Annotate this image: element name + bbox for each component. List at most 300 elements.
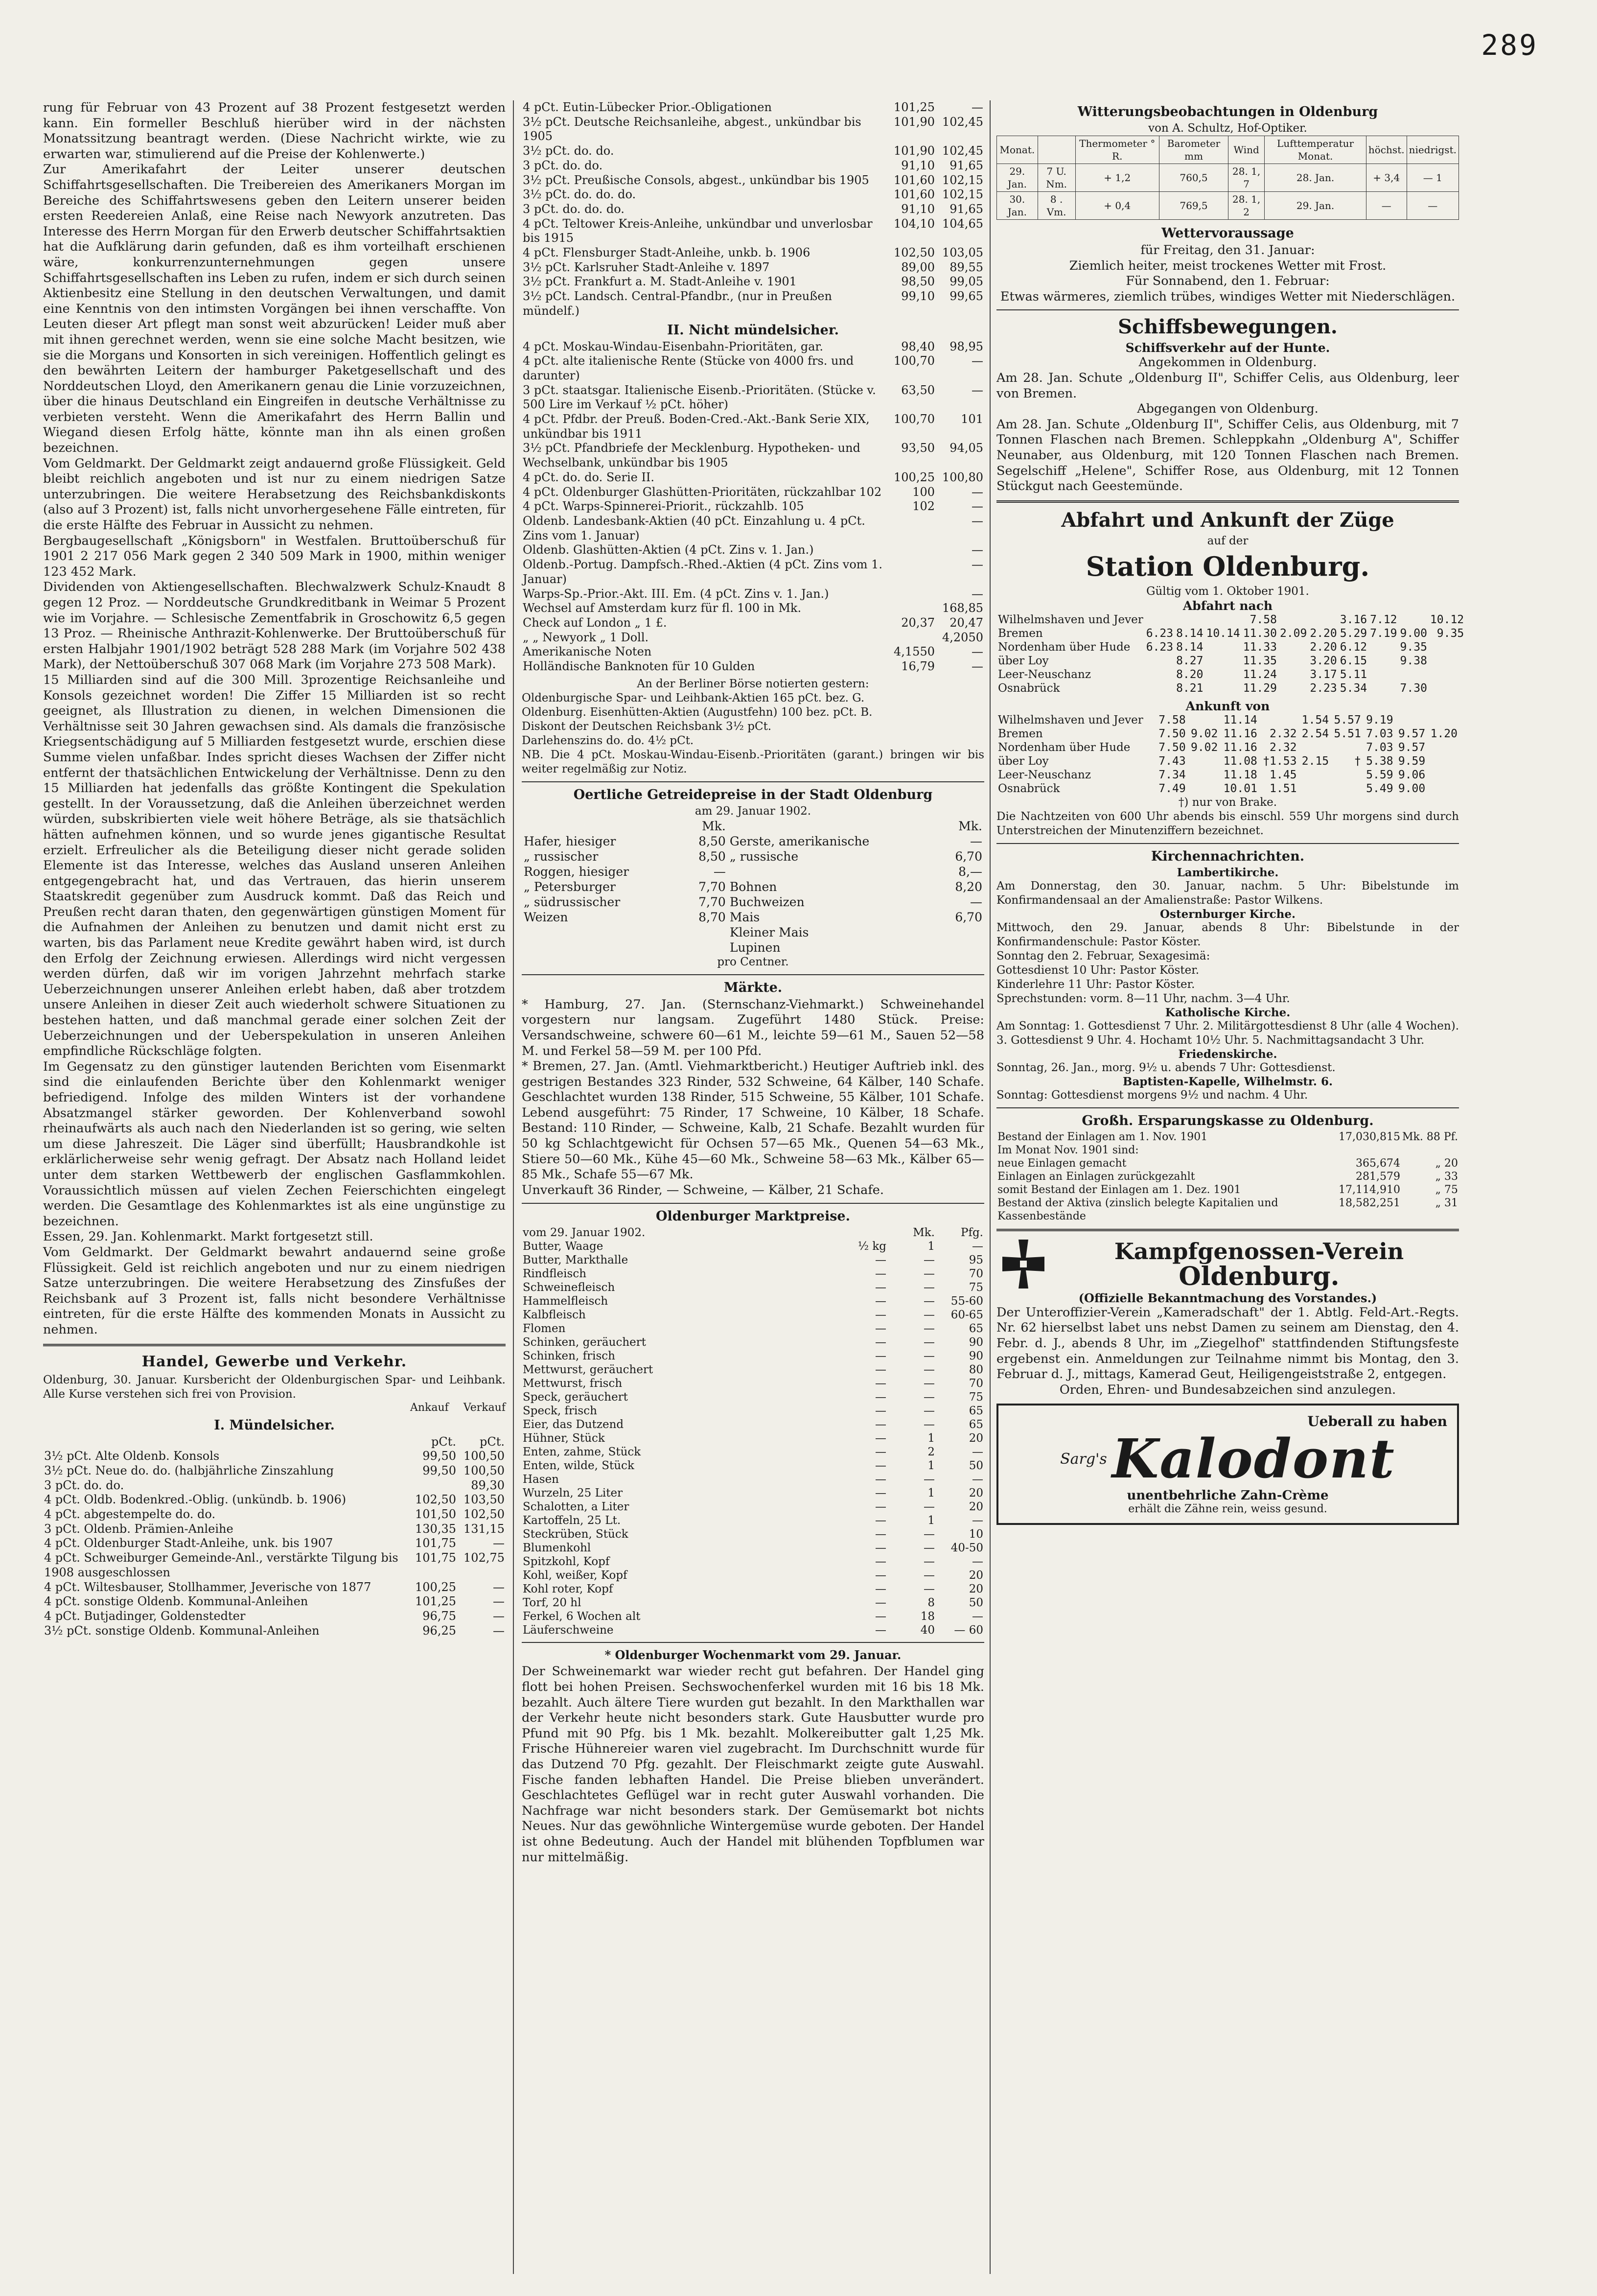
table-cell: 90: [969, 1336, 983, 1349]
table-cell: —: [924, 1336, 935, 1349]
table-cell: Eier, das Dutzend: [523, 1418, 624, 1431]
table-cell: 1.45: [1270, 768, 1297, 781]
table-row: [522, 441, 984, 470]
table-cell: Bremen: [998, 727, 1043, 740]
table-cell: 28. Jan.: [1265, 164, 1366, 192]
table-row: [996, 1170, 1459, 1183]
table-cell: 3.17: [1310, 668, 1337, 681]
table-cell: —: [493, 1623, 505, 1638]
table-cell: 102,50: [415, 1493, 456, 1507]
table-cell: — 1: [1407, 164, 1458, 192]
train-title: Abfahrt und Ankunft der Züge: [1061, 508, 1394, 532]
table-cell: 102,50: [894, 246, 935, 260]
table-cell: 9.57: [1398, 727, 1426, 740]
column-right: [996, 100, 1464, 2274]
table-cell: [682, 940, 727, 955]
ostern-lines: Mittwoch, den 29. Januar, abends 8 Uhr: Bibelstunde in der Konfirmandenschule: Pastor Köster. Sonntag den 2. Februar, Sexagesimä: Gottesdienst 10 Uhr: Pastor Köster. Kinderlehre 11 Uhr: Pastor Köster. Sprechstunden: vorm. 8—11 Uhr, nachm. 3—4 Uhr.: [996, 921, 1459, 1005]
table-cell: 9.02: [1190, 741, 1218, 754]
table-cell: [1429, 681, 1465, 695]
table-cell: —: [924, 1391, 935, 1404]
table-cell: Kleiner Mais: [729, 925, 809, 939]
table-cell: 1: [927, 1432, 935, 1445]
table-cell: —: [875, 1336, 886, 1349]
table-cell: Amerikanische Noten: [523, 645, 652, 659]
table-cell: —: [875, 1377, 886, 1390]
table-cell: 3½ pCt. Landsch. Central-Pfandbr., (nur in Preußen mündelf.): [523, 289, 832, 318]
table-cell: —: [713, 864, 726, 879]
table-cell: 3 pCt. do. do.: [523, 158, 603, 172]
table-row: [522, 1281, 984, 1294]
table-cell: 7.03: [1366, 741, 1393, 754]
table-cell: 10: [969, 1528, 983, 1541]
verein-footer: Orden, Ehren- und Bundesabzeichen sind anzulegen.: [1059, 1382, 1396, 1397]
table-cell: 5.59: [1366, 768, 1393, 781]
table-cell: [1399, 668, 1429, 681]
table-row: [996, 627, 1465, 640]
table-cell: 3½ pCt. do. do. do.: [523, 187, 636, 202]
paragraph: 15 Milliarden sind auf die 300 Mill. 3prozentige Reichsanleihe und Konsols gezeichnet worden! Die Ziffer 15 Milliarden ist so recht geeignet, als Illustration zu dienen, in welchen Dimensionen die Verhältnisse seit 30 Jahren gewachsen sind. Als damals die französische Kriegsentschädigung auf 5 Milliarden festgesetzt wurde, erschien diese Summe vielen unfaßbar. Indes spricht dieses Wachsen der Ziffer nicht entfernt der thatsächlichen Entwickelung der Verhältnisse. Denn zu den 15 Milliarden hat jedenfalls das größte Kontingent die Spekulation gestellt. In der Voraussetzung, daß die Anleihen überzeichnet werden würden, subskribierten viele weit höhere Beträge, als sie thatsächlich hätten aufnehmen können, und so wurde jenes gigantische Resultat erzielt. Erfreulicher als die Beteiligung dieser nicht gerade soliden Elemente ist das Interesse, welches das Ausland unseren Anleihen entgegengebracht hat, und das Vertrauen, das hierin unserem Staatskredit gegenüber zum Ausdruck kommt. Daß das Reich und Preußen recht daran thaten, den gegenwärtigen günstigen Moment für die Aufnahmen der Anleihen zu benutzen und damit nicht erst zu warten, bis das Parlament neue Kredite gewährt haben wird, ist durch den Erfolg der Zeichnung erwiesen. Allerdings wird nicht vergessen werden dürfen, daß wir im vorigen Jahrzehnt mehrfach starke Ueberzeichnungen unserer Anleihen erlebt haben, daß aber trotzdem unsere Anleihen in dieser Zeit auch wiederholt schwere Situationen zu bestehen hatten, und daß manchmal gerade einer solchen Zeit der Ueberzeichnungen und der Ueberspekulation in unseren Anleihen empfindliche Rückschläge folgten.: [43, 672, 506, 1059]
paragraph: Vom Geldmarkt. Der Geldmarkt zeigt andauernd große Flüssigkeit. Geld bleibt reichlich angeboten und ist nur zu einem niedrigen Satze unterzubringen. Die weitere Herabsetzung des Reichsbankdiskonts (also auf 3 Prozent) ist, falls nicht unvorhergesehene Fälle eintreten, für die erste Hälfte des Februar in Aussicht zu nehmen.: [43, 456, 506, 533]
table-cell: 6.15: [1340, 654, 1367, 667]
table-row: [43, 1507, 506, 1522]
table-cell: —: [972, 645, 983, 659]
table-row: [996, 613, 1465, 627]
table-cell: 91,10: [901, 202, 935, 216]
table-row: [522, 1610, 984, 1623]
table-cell: 99,65: [949, 289, 983, 304]
table-cell: 10.01: [1223, 782, 1257, 795]
berlin-line: Oldenburg. Eisenhütten-Aktien (Augustfehn) 100 bez. pCt. B.: [522, 705, 873, 719]
table-cell: 3.16: [1340, 613, 1367, 626]
table-cell: —: [875, 1309, 886, 1322]
table-cell: 11.08: [1223, 754, 1257, 768]
table-cell: —: [924, 1528, 935, 1541]
table-cell: —: [875, 1363, 886, 1377]
table-cell: Leer-Neuschanz: [998, 768, 1091, 781]
table-cell: 100,50: [463, 1449, 505, 1463]
table-cell: 760,5: [1159, 164, 1228, 192]
table-cell: 3 pCt. Oldenb. Prämien-Anleihe: [44, 1522, 233, 1536]
table-row: [522, 879, 984, 894]
table-row: [522, 1349, 984, 1363]
table-cell: „ 33: [1435, 1170, 1458, 1183]
table-cell: 4 pCt. Oldb. Bodenkred.-Oblig. (unkündb. b. 1906): [44, 1493, 347, 1507]
table-cell: [1145, 654, 1175, 668]
ad-top: Ueberall zu haben: [1307, 1413, 1447, 1430]
table-cell: [1278, 668, 1308, 681]
table-cell: 4 pCt. abgestempelte do. do.: [44, 1507, 216, 1522]
table-cell: —: [970, 894, 982, 909]
table-cell: 7.58: [1158, 713, 1186, 726]
table-cell: —: [875, 1459, 886, 1473]
table-cell: —: [924, 1254, 935, 1267]
wochen-text: Der Schweinemarkt war wieder recht gut befahren. Der Handel ging flott bei hohen Preisen. Sechswochenferkel wurden mit 16 bis 18 Mk. bezahlt. Auch ältere Tiere wurden gut bezahlt. In den Markthallen war der Verkehr heute nicht besonders stark. Gute Hausbutter wurde pro Pfund mit 90 Pfg. bis 1 Mk. bezahlt. Molkereibutter galt 1,25 Mk. Frische Hühnereier waren viel zugebracht. Im Durchschnitt wurde für das Dutzend 70 Pfg. gezahlt. Der Fleischmarkt zeigte gute Auswahl. Fische fanden lebhaften Handel. Die Preise blieben unverändert. Geschlachtetes Geflügel war in recht guter Auswahl vorhanden. Die Nachfrage war nicht besonders stark. Der Gemüsemarkt bot nichts Neues. Nur das gewöhnliche Wintergemüse wurde geboten. Der Handel ist ohne Bedeutung. Auch der Handel mit blühenden Topfblumen war nur mittelmäßig.: [522, 1664, 984, 1865]
berlin-line: Oldenburgische Spar- und Leihbank-Aktien 165 pCt. bez. G.: [522, 691, 865, 704]
table-cell: —: [972, 1240, 983, 1253]
table-cell: Roggen, hiesiger: [524, 864, 629, 879]
table-cell: 70: [969, 1377, 983, 1390]
table-cell: 2.32: [1270, 727, 1297, 740]
table-cell: [1429, 640, 1465, 654]
table-cell: Nordenham über Hude: [998, 640, 1131, 654]
paragraph: Bergbaugesellschaft „Königsborn" in Westfalen. Bruttoüberschuß für 1901 2 217 056 Mark gegen 2 340 509 Mark in 1900, mithin weniger 123 452 Mark.: [43, 533, 506, 579]
table-row: [996, 1196, 1459, 1223]
table-cell: Blumenkohl: [523, 1542, 591, 1555]
table-cell: 769,5: [1159, 192, 1228, 220]
table-cell: 102,15: [942, 187, 983, 202]
table-cell: [1145, 681, 1175, 695]
table-row: [522, 894, 984, 910]
table-cell: 3½ pCt. Deutsche Reichsanleihe, abgest., unkündbar bis 1905: [523, 115, 861, 143]
table-cell: Hühner, Stück: [523, 1432, 605, 1445]
table-row: [996, 713, 1459, 727]
table-cell: Schinken, frisch: [523, 1350, 615, 1363]
fried-text: Sonntag, 26. Jan., morg. 9½ u. abends 7 Uhr: Gottesdienst.: [996, 1061, 1336, 1074]
table-cell: 50: [969, 1596, 983, 1610]
table-cell: 9.57: [1398, 741, 1426, 754]
table-cell: —: [924, 1500, 935, 1514]
table-cell: 7.19: [1370, 627, 1397, 640]
table-cell: Kalbfleisch: [523, 1309, 586, 1322]
table-cell: Mettwurst, geräuchert: [523, 1363, 653, 1377]
table-row: [522, 173, 984, 188]
table-row: [522, 275, 984, 289]
table-cell: Gerste, amerikanische: [729, 834, 870, 848]
section-title-handel: Handel, Gewerbe und Verkehr.: [141, 1353, 407, 1370]
table-cell: „ 20: [1435, 1157, 1458, 1170]
table-cell: Hammelfleisch: [523, 1295, 608, 1308]
table-cell: 100,50: [463, 1463, 505, 1477]
table-cell: 6.23: [1146, 627, 1174, 640]
table-cell: 3½ pCt. Neue do. do. (halbjährliche Zinszahlung: [44, 1463, 334, 1477]
table-cell: 8,—: [958, 864, 982, 879]
table-cell: 1: [927, 1459, 935, 1473]
table-cell: 65: [969, 1418, 983, 1431]
table-cell: —: [972, 499, 983, 514]
table-cell: [939, 940, 984, 955]
table-cell: Nordenham über Hude: [998, 741, 1131, 754]
table-cell: 50: [969, 1459, 983, 1473]
table-cell: 103,50: [463, 1493, 505, 1507]
table-cell: 131,15: [463, 1522, 505, 1536]
table-cell: 4 pCt. sonstige Oldenb. Kommunal-Anleihen: [44, 1594, 308, 1609]
table-cell: [1298, 741, 1330, 754]
table-cell: 2.54: [1301, 727, 1329, 740]
table-row: [996, 668, 1465, 681]
table-cell: 11.24: [1243, 668, 1277, 681]
ship-sub: Schiffsverkehr auf der Hunte.: [1125, 341, 1330, 355]
table-cell: 8.21: [1176, 681, 1204, 695]
table-cell: 9.35: [1400, 640, 1427, 654]
table-row: [522, 616, 984, 631]
table-cell: [1427, 741, 1459, 754]
table-row: [43, 1624, 506, 1639]
table-cell: 65: [969, 1322, 983, 1335]
table-cell: Mettwurst, frisch: [523, 1377, 623, 1390]
table-cell: —: [875, 1391, 886, 1404]
maerkte-text: [522, 997, 984, 1198]
table-cell: 3½ pCt. sonstige Oldenb. Kommunal-Anleihen: [44, 1623, 320, 1638]
table-cell: Osnabrück: [998, 782, 1060, 795]
table-row: [996, 1144, 1459, 1157]
table-cell: 102,45: [942, 115, 983, 129]
paragraph: * Bremen, 27. Jan. (Amtl. Viehmarktbericht.) Heutiger Auftrieb inkl. des gestrigen Bestandes 323 Rinder, 532 Schweine, 64 Kälber, 140 Schafe. Geschlachtet wurden 138 Rinder, 515 Schweine, 55 Kälber, 101 Schafe. Lebend ausgeführt: 75 Rinder, 17 Schweine, 10 Kälber, 18 Schafe. Bestand: 110 Rinder, — Schweine, Kalb, 21 Schafe. Bezahlt wurden für 50 kg Schlachtgewicht für Ochsen 57—65 Mk., Quenen 54—63 Mk., Stiere 50—60 Mk., Kühe 45—60 Mk., Schweine 58—63 Mk., Kälber 65—85 Mk., Schafe 55—67 Mk.: [522, 1059, 984, 1182]
table-cell: 4 pCt. Warps-Spinnerei-Priorit., rückzahlb. 105: [523, 499, 804, 514]
table-row: [522, 159, 984, 173]
table-cell: 102: [912, 499, 935, 514]
table-header: [1038, 136, 1075, 164]
table-cell: [1298, 768, 1330, 782]
table-cell: Lupinen: [729, 940, 781, 955]
table-cell: Bohnen: [729, 879, 777, 894]
table-cell: 3 pCt. do. do. do.: [523, 202, 625, 216]
table-cell: Spitzkohl, Kopf: [523, 1555, 610, 1569]
table-cell: —: [924, 1418, 935, 1431]
table-row: [43, 1580, 506, 1595]
table-cell: 11.18: [1223, 768, 1257, 781]
table-cell: + 1,2: [1075, 164, 1159, 192]
table-cell: —: [875, 1514, 886, 1527]
table-cell: 3.20: [1310, 654, 1337, 667]
table-cell: —: [924, 1583, 935, 1596]
table-row: [522, 340, 984, 354]
table-cell: 4 pCt. Flensburger Stadt-Anleihe, unkb. b. 1906: [523, 246, 810, 260]
table-cell: Buchweizen: [729, 894, 805, 909]
table-cell: 9.00: [1400, 627, 1427, 640]
table-cell: 40-50: [950, 1542, 983, 1555]
table-cell: —: [972, 1610, 983, 1623]
ship-departed-heading: Abgegangen von Oldenburg.: [1137, 401, 1319, 417]
table-cell: Schalotten, a Liter: [523, 1500, 629, 1514]
table-cell: 17,030,815: [1339, 1130, 1400, 1143]
table-row: [522, 910, 984, 925]
kalodont-ad: [996, 1404, 1459, 1525]
table-row: [522, 558, 984, 586]
table-row: [522, 1473, 984, 1486]
kirchen-title: Kirchennachrichten.: [1151, 848, 1305, 864]
table-cell: 8.27: [1176, 654, 1204, 667]
table-cell: 98,40: [901, 339, 935, 353]
table-cell: [887, 543, 936, 558]
table-row: [43, 1594, 506, 1609]
table-cell: 101,75: [415, 1551, 456, 1565]
table-cell: 96,75: [422, 1609, 456, 1623]
table-cell: [1187, 713, 1220, 727]
table-cell: 100,70: [894, 354, 935, 368]
table-header: Barometer mm: [1159, 136, 1228, 164]
table-cell: 100,70: [894, 412, 935, 426]
table-row: [522, 499, 984, 514]
table-row: [997, 192, 1459, 220]
table-cell: 20: [969, 1432, 983, 1445]
table-cell: Kartoffeln, 25 Lt.: [523, 1514, 621, 1527]
table-cell: †1.53: [1263, 754, 1297, 768]
table-cell: 101,75: [415, 1536, 456, 1550]
table-cell: 5.34: [1340, 681, 1367, 695]
table-cell: —: [924, 1322, 935, 1335]
table-cell: —: [875, 1487, 886, 1500]
table-row: [43, 1551, 506, 1580]
table-cell: —: [493, 1609, 505, 1623]
table-cell: [1330, 741, 1363, 754]
table-cell: Torf, 20 hl: [523, 1596, 581, 1610]
table-cell: 3½ pCt. Pfandbriefe der Mecklenburg. Hypotheken- und Wechselbank, unkündbar bis 1905: [523, 441, 860, 470]
table-cell: 5.51: [1334, 727, 1361, 740]
table-cell: „ russischer: [524, 849, 599, 864]
table-cell: [887, 631, 936, 645]
table-cell: 103,05: [942, 246, 983, 260]
table-row: [522, 115, 984, 144]
table-row: [996, 741, 1459, 754]
table-cell: Kohl roter, Kopf: [523, 1583, 613, 1596]
table-row: [522, 470, 984, 485]
table-cell: Mk. 88 Pf.: [1402, 1130, 1458, 1143]
table-cell: Schinken, geräuchert: [523, 1336, 647, 1349]
table-cell: 9.35: [1436, 627, 1464, 640]
table-cell: [1204, 681, 1241, 695]
table-row: [522, 1390, 984, 1404]
table-row: [996, 640, 1465, 654]
table-cell: —: [924, 1555, 935, 1569]
table-header: Monat.: [997, 136, 1038, 164]
table-cell: 7 U. Nm.: [1038, 164, 1075, 192]
grain-table: Mk. Mk. Hafer, hiesiger 8,50 Gerste, amerikanische — „ russischer 8,50 „ russische 6,70 Roggen, hiesiger — 8,— „ Petersburger 7,70 Bohnen 8,20 „ südrussischer 7,70 Buchweizen — Weizen 8,70 Mais 6,70 Kleiner Mais Lupinen: [522, 819, 984, 955]
table-cell: Enten, wilde, Stück: [523, 1459, 634, 1473]
section-title-nicht-muendel: II. Nicht mündelsicher.: [667, 322, 839, 338]
table-row: [522, 1486, 984, 1500]
train-depart-table: [996, 613, 1465, 695]
table-cell: 281,579: [1356, 1170, 1400, 1183]
berlin-lines: [522, 691, 984, 776]
table-cell: 4 pCt. alte italienische Rente (Stücke von 4000 frs. und darunter): [523, 354, 854, 382]
table-cell: Wurzeln, 25 Liter: [523, 1487, 623, 1500]
train-note: †) nur von Brake.: [1178, 796, 1277, 809]
paragraph: Im Gegensatz zu den günstiger lautenden Berichten vom Eisenmarkt sind die einlaufenden Berichte über den Kohlenmarkt weniger befriedigend. Infolge des milden Winters ist der vorhandene Absatzmangel stärker geworden. Der Kohlenverband sowohl rheinaufwärts als auch nach den Niederlanden ist so gering, wie selten um diese Jahreszeit. Die Läger sind überfüllt; Hausbrandkohle ist erklärlicherweise sehr wenig gefragt. Der Absatz nach Holland leidet unter dem starken Wettbewerb der englischen Gasflammkohlen. Voraussichtlich müssen auf vielen Zechen Feierschichten eingelegt werden. Die Gesamtlage des Kohlenmarktes ist als eine ungünstige zu bezeichnen.: [43, 1059, 506, 1229]
table-row: [996, 1130, 1459, 1144]
table-cell: [1298, 782, 1330, 796]
table-cell: —: [924, 1473, 935, 1486]
handel-intro: Oldenburg, 30. Januar. Kursbericht der Oldenburgischen Spar- und Leihbank. Alle Kurse verstehen sich frei von Provision.: [43, 1373, 506, 1401]
table-cell: —: [493, 1580, 505, 1594]
table-cell: Im Monat Nov. 1901 sind:: [997, 1144, 1139, 1156]
berlin-line: Darlehenszins do. do. 4½ pCt.: [522, 734, 694, 747]
table-cell: 99,50: [422, 1449, 456, 1463]
table-cell: [1278, 681, 1308, 695]
ship-departed-text: Am 28. Jan. Schute „Oldenburg II", Schiffer Celis, aus Oldenburg, mit 7 Tonnen Flaschen nach Bremen. Schleppkahn „Oldenburg A", Schiffer Neunaber, aus Oldenburg, mit 120 Tonnen Flaschen nach Bremen. Segelschiff „Helene", Schiffer Rose, aus Oldenburg, mit 12 Tonnen Stückgut nach Geestemünde.: [996, 417, 1459, 494]
table-row: [43, 1464, 506, 1478]
table-cell: 8,20: [955, 879, 982, 894]
table-cell: 10.14: [1206, 627, 1240, 640]
table-cell: Schweinefleisch: [523, 1281, 615, 1294]
table-row: [522, 144, 984, 159]
section-title-muendel: I. Mündelsicher.: [214, 1417, 335, 1433]
ship-title: Schiffsbewegungen.: [1118, 315, 1338, 339]
table-cell: 8 . Vm.: [1038, 192, 1075, 220]
table-row: [43, 1478, 506, 1493]
table-cell: —: [1407, 192, 1458, 220]
table-cell: 7.03: [1366, 727, 1393, 740]
table-row: [522, 1363, 984, 1377]
table-cell: [1427, 782, 1459, 796]
table-row: [522, 849, 984, 864]
table-cell: 4 pCt. Schweiburger Gemeinde-Anl., verstärkte Tilgung bis 1908 ausgeschlossen: [44, 1551, 398, 1579]
bapt-text: Sonntag: Gottesdienst morgens 9½ und nachm. 4 Uhr.: [996, 1088, 1308, 1101]
table-cell: „ südrussischer: [524, 894, 621, 909]
table-cell: [728, 864, 939, 879]
table-row: [522, 1322, 984, 1335]
nicht-muendel-table: [522, 340, 984, 674]
table-cell: 11.14: [1223, 713, 1257, 726]
table-cell: Einlagen an Einlagen zurückgezahlt: [997, 1170, 1195, 1183]
table-cell: 4 pCt. Wiltesbauser, Stollhammer, Jeverische von 1877: [44, 1580, 371, 1594]
page-number: 289: [1481, 28, 1538, 62]
table-cell: [1401, 1144, 1459, 1157]
table-cell: + 0,4: [1075, 192, 1159, 220]
table-row: [522, 1459, 984, 1473]
table-cell: Rindfleisch: [523, 1267, 587, 1281]
table-cell: 8,70: [698, 910, 726, 924]
verein-sub: (Offizielle Bekanntmachung des Vorstandes.): [1078, 1290, 1377, 1305]
table-cell: —: [875, 1267, 886, 1281]
table-row: [43, 1609, 506, 1624]
table-row: [522, 834, 984, 849]
table-cell: 94,05: [949, 441, 983, 455]
table-cell: 3 pCt. do. do.: [44, 1478, 124, 1492]
table-header: niedrigst.: [1407, 136, 1458, 164]
table-row: [522, 1431, 984, 1445]
table-cell: 101,50: [415, 1507, 456, 1522]
table-cell: über Loy: [998, 654, 1049, 667]
spar-table: [996, 1130, 1459, 1223]
kath-title: Katholische Kirche.: [1165, 1006, 1291, 1019]
table-cell: 102,15: [942, 173, 983, 187]
ship-arrived-heading: Angekommen in Oldenburg.: [1138, 355, 1317, 370]
table-cell: [682, 925, 727, 940]
table-cell: 8: [927, 1596, 935, 1610]
table-row: [522, 587, 984, 602]
table-cell: [1145, 668, 1175, 681]
table-row: [522, 1541, 984, 1555]
table-cell: 4,2050: [942, 630, 983, 644]
table-cell: — 60: [954, 1624, 983, 1637]
table-row: [522, 202, 984, 217]
table-cell: 96,25: [422, 1623, 456, 1638]
table-cell: 5.29: [1340, 627, 1367, 640]
table-cell: [522, 940, 682, 955]
table-row: [996, 1157, 1459, 1170]
table-cell: 7.34: [1158, 768, 1186, 781]
table-cell: 2: [927, 1446, 935, 1459]
table-row: [522, 217, 984, 246]
table-cell: 1.54: [1301, 713, 1329, 726]
table-row: [522, 1527, 984, 1541]
table-row: [997, 164, 1459, 192]
table-cell: [1368, 654, 1398, 668]
table-cell: 2.32: [1270, 741, 1297, 754]
table-cell: 6,70: [955, 910, 982, 924]
table-cell: 101,90: [894, 115, 935, 129]
table-row: [522, 645, 984, 659]
table-cell: Speck, frisch: [523, 1405, 597, 1418]
nb-note: NB. Die 4 pCt. Moskau-Windau-Eisenb.-Prioritäten (garant.) bringen wir bis weiter regelmäßig zur Notiz.: [522, 748, 984, 775]
table-row: [522, 354, 984, 383]
forecast-title: Wettervoraussage: [1161, 226, 1294, 241]
kath-text: Am Sonntag: 1. Gottesdienst 7 Uhr. 2. Militärgottesdienst 8 Uhr (alle 4 Wochen). 3. Gottesdienst 9 Uhr. 4. Hochamt 10½ Uhr. 5. Nachmittagsandacht 3 Uhr.: [996, 1019, 1459, 1047]
berlin-note: An der Berliner Börse notierten gestern:: [637, 677, 869, 690]
table-cell: 1.20: [1430, 727, 1458, 740]
weather-title: Witterungsbeobachtungen in Oldenburg: [1077, 104, 1378, 119]
table-cell: 3½ pCt. Alte Oldenb. Konsols: [44, 1449, 220, 1463]
